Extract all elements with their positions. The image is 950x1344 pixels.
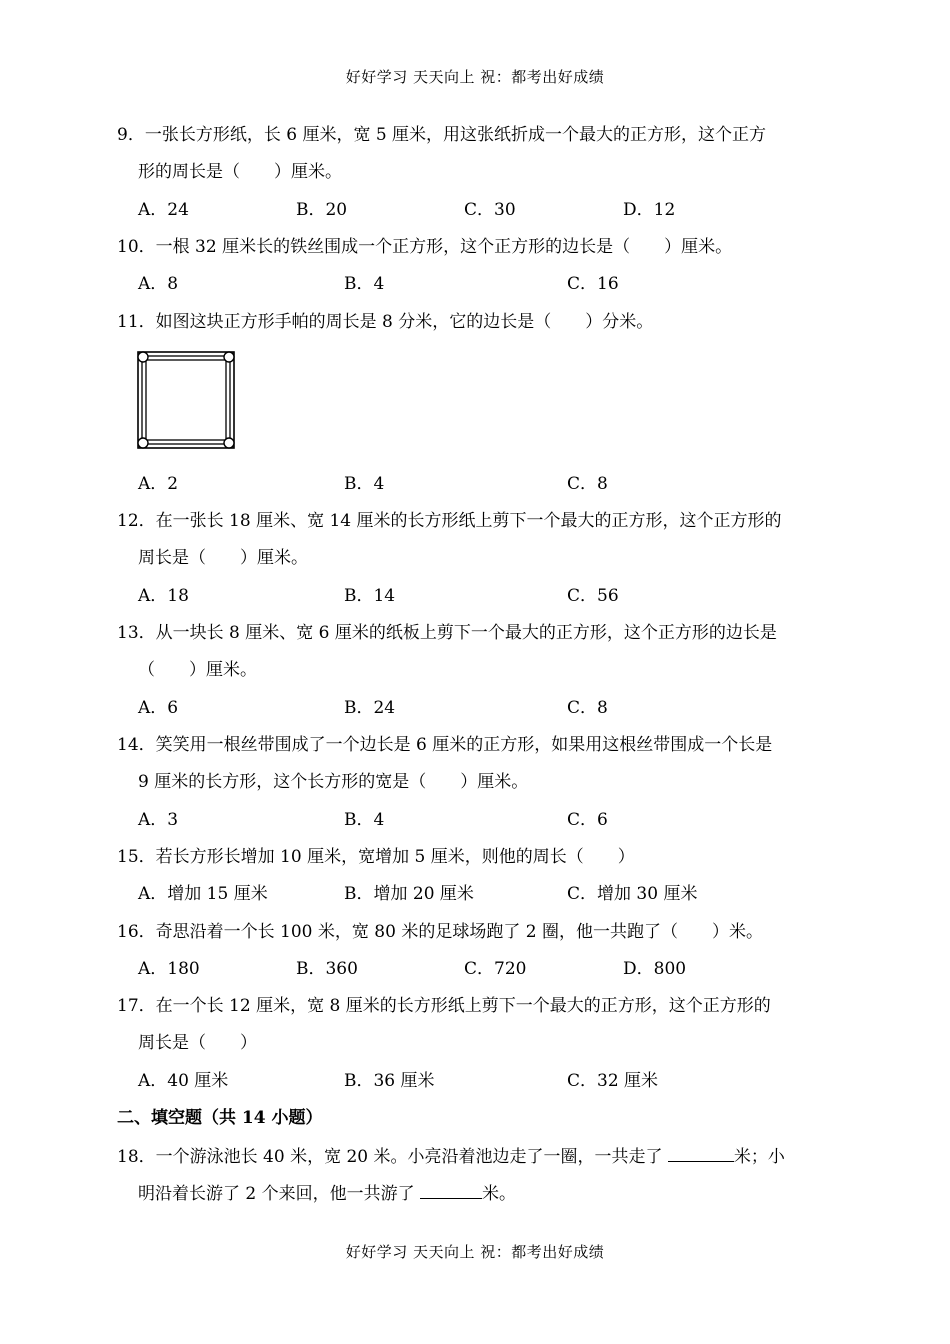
- section-2-title: 二、填空题（共 14 小题）: [117, 1108, 323, 1128]
- question-10-option-b[interactable]: B．4: [344, 274, 385, 294]
- question-9-line-2: 形的周长是（ ）厘米。: [138, 162, 342, 182]
- question-17-option-a[interactable]: A．40 厘米: [138, 1071, 229, 1091]
- question-11-line-1: 11．如图这块正方形手帕的周长是 8 分米，它的边长是（ ）分米。: [117, 312, 654, 332]
- question-14-option-b[interactable]: B．4: [344, 810, 385, 830]
- question-13-line-2: （ ）厘米。: [138, 660, 257, 680]
- question-11-option-c[interactable]: C．8: [567, 474, 608, 494]
- question-14-line-2: 9 厘米的长方形，这个长方形的宽是（ ）厘米。: [138, 772, 529, 792]
- question-15-option-a[interactable]: A．增加 15 厘米: [138, 884, 268, 904]
- question-13-option-a[interactable]: A．6: [138, 698, 179, 718]
- question-18-line-1: [117, 1145, 785, 1168]
- question-9-option-a[interactable]: A．24: [138, 200, 189, 220]
- question-13-option-c[interactable]: C．8: [567, 698, 608, 718]
- question-17-line-2: 周长是（ ）: [138, 1033, 257, 1053]
- question-9-option-d[interactable]: D．12: [623, 200, 676, 220]
- page-footer: 好好学习 天天向上 祝：都考出好成绩: [345, 1243, 605, 1261]
- question-17-line-1: 17．在一个长 12 厘米，宽 8 厘米的长方形纸上剪下一个最大的正方形，这个正方形的: [117, 996, 771, 1016]
- question-13-line-1: 13．从一块长 8 厘米、宽 6 厘米的纸板上剪下一个最大的正方形，这个正方形的边长是: [117, 623, 777, 643]
- question-18-line-2: [138, 1182, 516, 1205]
- question-12-option-b[interactable]: B．14: [344, 586, 396, 606]
- question-17-option-b[interactable]: B．36 厘米: [344, 1071, 435, 1091]
- question-16-option-a[interactable]: A．180: [138, 959, 200, 979]
- handkerchief-square-figure: [135, 349, 237, 451]
- question-18-line-2-suffix: 米。: [482, 1184, 517, 1204]
- question-18-line-2-text: 明沿着长游了 2 个来回，他一共游了: [138, 1184, 421, 1204]
- question-16-option-b[interactable]: B．360: [296, 959, 358, 979]
- answer-blank-2[interactable]: [420, 1182, 482, 1199]
- question-18-line-1-suffix: 米；小: [733, 1147, 785, 1167]
- question-14-option-a[interactable]: A．3: [138, 810, 179, 830]
- question-16-line-1: 16．奇思沿着一个长 100 米，宽 80 米的足球场跑了 2 圈，他一共跑了（ ）米。: [117, 922, 763, 942]
- question-14-option-c[interactable]: C．6: [567, 810, 608, 830]
- question-10-option-a[interactable]: A．8: [138, 274, 179, 294]
- question-15-option-b[interactable]: B．增加 20 厘米: [344, 884, 474, 904]
- question-12-option-a[interactable]: A．18: [138, 586, 189, 606]
- question-12-line-2: 周长是（ ）厘米。: [138, 548, 308, 568]
- question-16-option-c[interactable]: C．720: [464, 959, 527, 979]
- question-9-option-c[interactable]: C．30: [464, 200, 516, 220]
- question-9-line-1: 9．一张长方形纸，长 6 厘米，宽 5 厘米，用这张纸折成一个最大的正方形，这个正方: [117, 125, 767, 145]
- question-13-option-b[interactable]: B．24: [344, 698, 396, 718]
- question-9-option-b[interactable]: B．20: [296, 200, 348, 220]
- question-16-option-d[interactable]: D．800: [623, 959, 687, 979]
- question-11-option-b[interactable]: B．4: [344, 474, 385, 494]
- question-17-option-c[interactable]: C．32 厘米: [567, 1071, 659, 1091]
- answer-blank-1[interactable]: [668, 1145, 734, 1162]
- question-12-line-1: 12．在一张长 18 厘米、宽 14 厘米的长方形纸上剪下一个最大的正方形，这个正方形的: [117, 511, 782, 531]
- question-15-option-c[interactable]: C．增加 30 厘米: [567, 884, 698, 904]
- question-10-line-1: 10．一根 32 厘米长的铁丝围成一个正方形，这个正方形的边长是（ ）厘米。: [117, 237, 733, 257]
- page-header: 好好学习 天天向上 祝：都考出好成绩: [345, 68, 605, 86]
- question-11-option-a[interactable]: A．2: [138, 474, 179, 494]
- question-12-option-c[interactable]: C．56: [567, 586, 619, 606]
- question-15-line-1: 15．若长方形长增加 10 厘米，宽增加 5 厘米，则他的周长（ ）: [117, 847, 635, 867]
- question-18-line-1-text: 18．一个游泳池长 40 米，宽 20 米。小亮沿着池边走了一圈，一共走了: [117, 1147, 668, 1167]
- question-10-option-c[interactable]: C．16: [567, 274, 619, 294]
- question-14-line-1: 14．笑笑用一根丝带围成了一个边长是 6 厘米的正方形，如果用这根丝带围成一个长是: [117, 735, 773, 755]
